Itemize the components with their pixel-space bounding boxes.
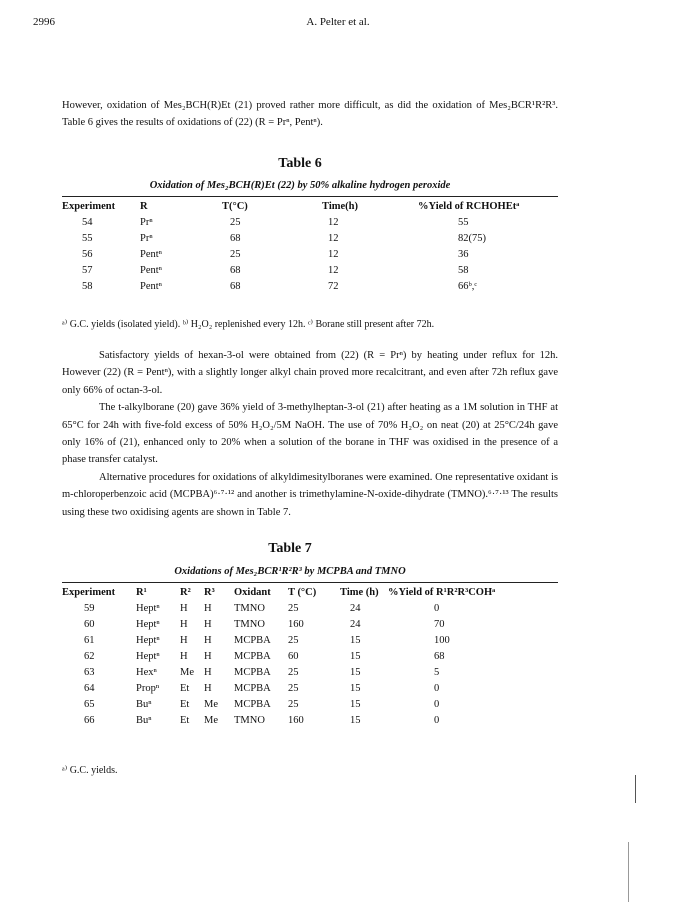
table7-cell: TMNO: [234, 714, 265, 726]
table7-cell: 61: [84, 634, 95, 646]
table6-cell: 12: [328, 232, 339, 244]
table7-top-rule: [62, 582, 558, 583]
table6-cell: Prⁿ: [140, 232, 153, 244]
table7-header-cell: T (°C): [288, 586, 317, 598]
table7-cell: 60: [84, 618, 95, 630]
table7-cell: 5: [434, 666, 440, 678]
table7-cell: 0: [434, 602, 440, 614]
table7-cell: 25: [288, 682, 299, 694]
table7-cell: H: [204, 602, 212, 614]
table7-header-cell: Time (h): [340, 586, 379, 598]
table7-caption: Oxidations of Mes₂BCR¹R²R³ by MCPBA and TMNO: [174, 566, 406, 577]
table6-title: Table 6: [278, 156, 322, 171]
table7-cell: MCPBA: [234, 698, 271, 710]
table7-header-cell: R¹: [136, 586, 147, 598]
table6-row: [62, 214, 558, 230]
table7-cell: 25: [288, 666, 299, 678]
table7-cell: 160: [288, 618, 304, 630]
running-title: A. Pelter et al.: [306, 16, 370, 28]
table7-cell: 24: [350, 618, 361, 630]
table7-row: [62, 616, 528, 632]
intro-paragraph: [62, 97, 558, 132]
table7-cell: MCPBA: [234, 634, 271, 646]
table7-header-cell: Experiment: [62, 586, 116, 598]
table7-cell: 15: [350, 666, 361, 678]
table6-cell: 57: [82, 264, 93, 276]
table7-cell: H: [180, 602, 188, 614]
table7-row: [62, 680, 528, 696]
table7: [62, 584, 528, 728]
scan-margin-mark: [635, 775, 636, 803]
table7-cell: 64: [84, 682, 95, 694]
table7-cell: H: [180, 618, 188, 630]
table6-cell: 55: [82, 232, 93, 244]
table7-cell: 65: [84, 698, 95, 710]
table7-cell: 15: [350, 714, 361, 726]
table6-cell: 36: [458, 248, 469, 260]
table7-cell: MCPBA: [234, 666, 271, 678]
table7-cell: Heptⁿ: [136, 650, 160, 662]
table7-cell: 15: [350, 698, 361, 710]
table6-cell: Pentⁿ: [140, 248, 162, 260]
table7-row: [62, 648, 528, 664]
table6-header-cell: R: [140, 200, 148, 212]
table7-row: [62, 712, 528, 728]
table6-cell: 58: [458, 264, 469, 276]
table6-row: [62, 262, 558, 278]
table7-cell: H: [204, 618, 212, 630]
table7-cell: 63: [84, 666, 95, 678]
table6-cell: 12: [328, 248, 339, 260]
table6-cell: 72: [328, 280, 339, 292]
table7-cell: Heptⁿ: [136, 602, 160, 614]
table7-cell: MCPBA: [234, 682, 271, 694]
table7-cell: Et: [180, 714, 190, 726]
table6-cell: 82(75): [458, 232, 486, 244]
body-paragraph: Satisfactory yields of hexan-3-ol were obtained from (22) (R = Prⁿ) by heating under reflux for 12h. However (22) (R = Pentⁿ), with a slightly longer alkyl chain proved more recalcitrant, and even after 72h reflux gave only 66% of octan-3-ol.: [62, 350, 558, 396]
table6-footnote: ᵃ⁾ G.C. yields (isolated yield). ᵇ⁾ H₂O₂ replenished every 12h. ᶜ⁾ Borane still present after 72h.: [62, 319, 435, 330]
table6-cell: 68: [230, 280, 241, 292]
table7-cell: Hexⁿ: [136, 666, 157, 678]
table7-row: [62, 696, 528, 712]
table7-cell: Et: [180, 698, 190, 710]
table7-row: [62, 664, 528, 680]
table7-cell: 24: [350, 602, 361, 614]
table7-header-cell: Oxidant: [234, 586, 271, 598]
scan-margin-mark: [628, 842, 629, 902]
table6-cell: 56: [82, 248, 93, 260]
table7-cell: 59: [84, 602, 95, 614]
table6-cell: 58: [82, 280, 93, 292]
table7-cell: 15: [350, 682, 361, 694]
table7-title: Table 7: [268, 541, 312, 556]
table6: [62, 198, 558, 294]
table7-footnote: ᵃ⁾ G.C. yields.: [62, 765, 118, 776]
table6-cell: 54: [82, 216, 93, 228]
table7-cell: 60: [288, 650, 299, 662]
table7-header-row: [62, 584, 528, 600]
table7-cell: MCPBA: [234, 650, 271, 662]
table6-cell: 68: [230, 264, 241, 276]
table7-row: [62, 600, 528, 616]
table7-cell: 62: [84, 650, 95, 662]
table6-caption: Oxidation of Mes₂BCH(R)Et (22) by 50% alkaline hydrogen peroxide: [149, 180, 451, 191]
table6-header-row: [62, 198, 558, 214]
table7-cell: H: [204, 666, 212, 678]
table6-cell: 66ᵇ,ᶜ: [458, 280, 478, 292]
body-text: [62, 347, 558, 521]
table7-cell: Buⁿ: [136, 714, 152, 726]
table6-cell: 25: [230, 248, 241, 260]
table7-cell: Me: [180, 666, 194, 678]
table7-cell: Me: [204, 698, 218, 710]
table7-cell: H: [180, 650, 188, 662]
table6-header-cell: T(°C): [222, 200, 248, 212]
table7-cell: H: [204, 650, 212, 662]
table7-cell: 25: [288, 698, 299, 710]
table7-cell: Propⁿ: [136, 682, 160, 694]
table6-cell: Pentⁿ: [140, 280, 162, 292]
table7-cell: 68: [434, 650, 445, 662]
table7-cell: H: [204, 682, 212, 694]
table7-cell: Et: [180, 682, 190, 694]
table7-cell: Heptⁿ: [136, 634, 160, 646]
table7-row: [62, 632, 528, 648]
table7-cell: 0: [434, 698, 440, 710]
table7-cell: H: [204, 634, 212, 646]
table6-row: [62, 278, 558, 294]
table6-cell: Pentⁿ: [140, 264, 162, 276]
table7-cell: TMNO: [234, 602, 265, 614]
body-paragraph: Alternative procedures for oxidations of alkyldimesitylboranes were examined. One representative oxidant is m-chloroperbenzoic acid (MCPBA)⁶·⁷·¹² and another is trimethylamine-N-oxide-dihydrate (TMNO).⁶·⁷·¹³ The results using these two oxidising agents are shown in Table 7.: [62, 471, 558, 518]
table7-cell: TMNO: [234, 618, 265, 630]
table6-cell: 55: [458, 216, 469, 228]
table6-header-cell: Experiment: [62, 200, 116, 212]
table7-header-cell: R³: [204, 586, 215, 598]
table7-cell: 15: [350, 634, 361, 646]
table7-header-cell: %Yield of R¹R²R³COHᵃ: [388, 586, 496, 598]
table7-cell: 160: [288, 714, 304, 726]
table6-cell: 25: [230, 216, 241, 228]
intro-text: However, oxidation of Mes₂BCH(R)Et (21) proved rather more difficult, as did the oxidation of Mes₂BCR¹R²R³. Table 6 gives the results of oxidations of (22) (R = Prⁿ, Pentⁿ).: [62, 100, 558, 129]
table6-cell: Prⁿ: [140, 216, 153, 228]
page-number: 2996: [33, 16, 55, 28]
table6-row: [62, 246, 558, 262]
table6-row: [62, 230, 558, 246]
table7-cell: 0: [434, 682, 440, 694]
table6-top-rule: [62, 196, 558, 197]
table7-cell: 70: [434, 618, 445, 630]
table7-cell: 25: [288, 634, 299, 646]
table7-cell: Buⁿ: [136, 698, 152, 710]
table6-cell: 12: [328, 216, 339, 228]
table7-cell: Heptⁿ: [136, 618, 160, 630]
table7-cell: Me: [204, 714, 218, 726]
table6-cell: 12: [328, 264, 339, 276]
body-paragraph: The t-alkylborane (20) gave 36% yield of 3-methylheptan-3-ol (21) after heating as a 1M solution in THF at 65°C for 24h with five-fold excess of 50% H₂O₂/5M NaOH. The use of 70% H₂O₂ on neat (20) at 25°C/24h gave only 16% of (21), enhanced only to 20% when a solution of the borane in THF was oxidised in the presence of a phase transfer catalyst.: [62, 402, 558, 466]
table6-cell: 68: [230, 232, 241, 244]
table6-header-cell: %Yield of RCHOHEtᵃ: [418, 200, 520, 212]
table7-cell: 25: [288, 602, 299, 614]
table7-header-cell: R²: [180, 586, 191, 598]
table6-header-cell: Time(h): [322, 200, 358, 212]
table7-cell: 100: [434, 634, 450, 646]
table7-cell: 0: [434, 714, 440, 726]
table7-cell: H: [180, 634, 188, 646]
table7-cell: 66: [84, 714, 95, 726]
table7-cell: 15: [350, 650, 361, 662]
